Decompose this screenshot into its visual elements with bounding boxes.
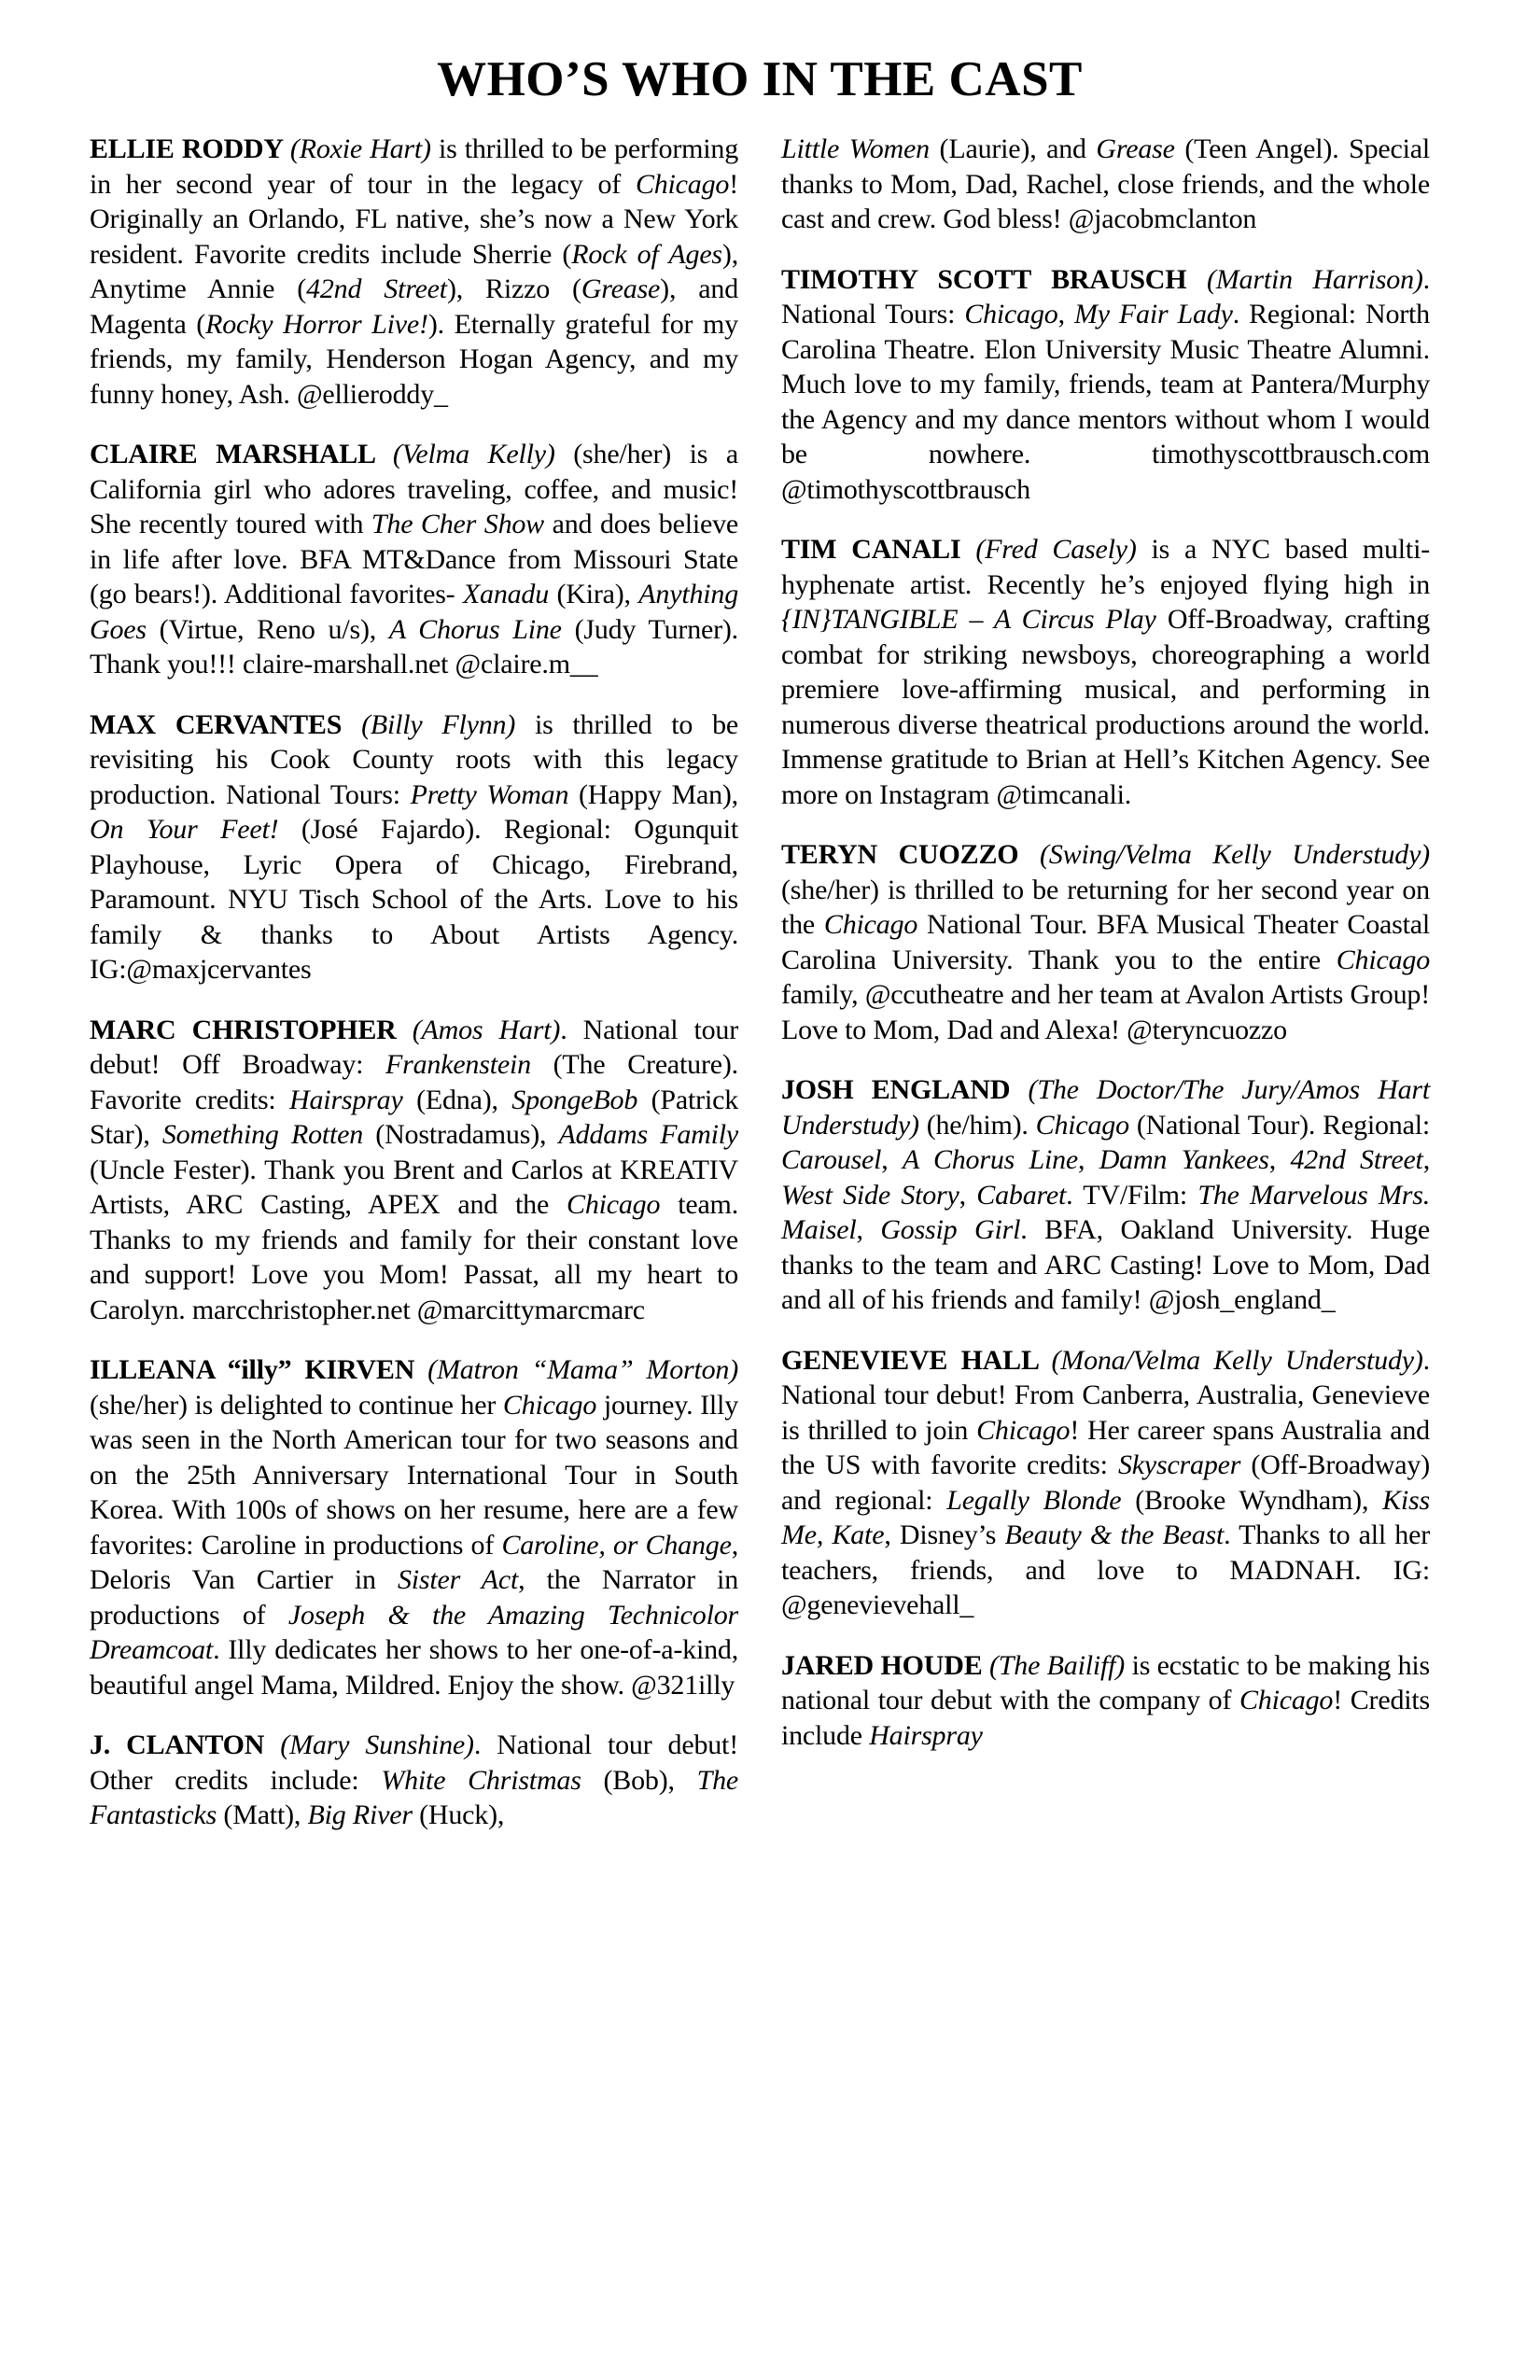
cast-bio: ILLEANA “illy” KIRVEN (Matron “Mama” Morton) (she/her) is delighted to continue her Chicago journey. Illy was seen in the North American tour for two seasons and on the 25th Anniversary International Tour in South Korea. With 100s of shows on her resume, here are a few favorites: Caroline in productions of Caroline, or Change, Deloris Van Cartier in Sister Act, the Narrator in productions of Joseph & the Amazing Technicolor Dreamcoat. Illy dedicates her shows to her one-of-a-kind, beautiful angel Mama, Mildred. Enjoy the show. @321illy: [90, 1354, 739, 1701]
cast-bio: CLAIRE MARSHALL (Velma Kelly) (she/her) is a California girl who adores traveling, coffee, and music! She recently toured with The Cher Show and does believe in life after love. BFA MT&Dance from Missouri State (go bears!). Additional favorites- Xanadu (Kira), Anything Goes (Virtue, Reno u/s), A Chorus Line (Judy Turner). Thank you!!! claire-marshall.net @claire.m__: [90, 439, 739, 680]
cast-bio: TIMOTHY SCOTT BRAUSCH (Martin Harrison). National Tours: Chicago, My Fair Lady. Regional: North Carolina Theatre. Elon University Music Theatre Alumni. Much love to my family, friends, team at Pantera/Murphy the Agency and my dance mentors without whom I would be nowhere. timothyscottbrausch.com @timothyscottbrausch: [781, 263, 1430, 505]
cast-bio: GENEVIEVE HALL (Mona/Velma Kelly Understudy). National tour debut! From Canberra, Australia, Genevieve is thrilled to join Chicago! Her career spans Australia and the US with favorite credits: Skyscraper (Off-Broadway) and regional: Legally Blonde (Brooke Wyndham), Kiss Me, Kate, Disney’s Beauty & the Beast. Thanks to all her teachers, friends, and love to MADNAH. IG: @genevievehall_: [781, 1344, 1431, 1621]
cast-bio: Little Women (Laurie), and Grease (Teen Angel). Special thanks to Mom, Dad, Rachel, close friends, and the whole cast and crew. God bless! @jacobmclanton: [781, 133, 1430, 235]
cast-bio: TIM CANALI (Fred Casely) is a NYC based multi-hyphenate artist. Recently he’s enjoyed flying high in {IN}TANGIBLE – A Circus Play Off-Broadway, crafting combat for striking newsboys, choreographing a world premiere love-affirming musical, and performing in numerous diverse theatrical productions around the world. Immense gratitude to Brian at Hell’s Kitchen Agency. See more on Instagram @timcanali.: [781, 534, 1431, 810]
cast-bio: JARED HOUDE (The Bailiff) is ecstatic to be making his national tour debut with the company of Chicago! Credits include Hairspray: [781, 1649, 1430, 1751]
cast-bio: MAX CERVANTES (Billy Flynn) is thrilled to be revisiting his Cook County roots with this legacy production. National Tours: Pretty Woman (Happy Man), On Your Feet! (José Fajardo). Regional: Ogunquit Playhouse, Lyric Opera of Chicago, Firebrand, Paramount. NYU Tisch School of the Arts. Love to his family & thanks to About Artists Agency. IG:@maxjcervantes: [90, 708, 738, 986]
cast-bio: JOSH ENGLAND (The Doctor/The Jury/Amos Hart Understudy) (he/him). Chicago (National Tour). Regional: Carousel, A Chorus Line, Damn Yankees, 42nd Street, West Side Story, Cabaret. TV/Film: The Marvelous Mrs. Maisel, Gossip Girl. BFA, Oakland University. Huge thanks to the team and ARC Casting! Love to Mom, Dad and all of his friends and family! @josh_england_: [781, 1074, 1431, 1316]
column-right: [781, 132, 1430, 1753]
column-left: [90, 132, 738, 1833]
cast-bio: ELLIE RODDY (Roxie Hart) is thrilled to be performing in her second year of tour in the legacy of Chicago! Originally an Orlando, FL native, she’s now a New York resident. Favorite credits include Sherrie (Rock of Ages), Anytime Annie (42nd Street), Rizzo (Grease), and Magenta (Rocky Horror Live!). Eternally grateful for my friends, my family, Henderson Hogan Agency, and my funny honey, Ash. @ellieroddy_: [90, 133, 739, 410]
cast-bio: J. CLANTON (Mary Sunshine). National tour debut! Other credits include: White Christmas (Bob), The Fantasticks (Matt), Big River (Huck),: [90, 1729, 738, 1831]
bio-columns: [90, 132, 1430, 1833]
page-title: WHO’S WHO IN THE CAST: [437, 52, 1083, 106]
cast-bio: MARC CHRISTOPHER (Amos Hart). National tour debut! Off Broadway: Frankenstein (The Creature). Favorite credits: Hairspray (Edna), SpongeBob (Patrick Star), Something Rotten (Nostradamus), Addams Family (Uncle Fester). Thank you Brent and Carlos at KREATIV Artists, ARC Casting, APEX and the Chicago team. Thanks to my friends and family for their constant love and support! Love you Mom! Passat, all my heart to Carolyn. marcchristopher.net @marcittymarcmarc: [90, 1014, 739, 1325]
cast-bio: TERYN CUOZZO (Swing/Velma Kelly Understudy) (she/her) is thrilled to be returning for her second year on the Chicago National Tour. BFA Musical Theater Coastal Carolina University. Thank you to the entire Chicago family, @ccutheatre and her team at Avalon Artists Group! Love to Mom, Dad and Alexa! @teryncuozzo: [781, 839, 1430, 1045]
